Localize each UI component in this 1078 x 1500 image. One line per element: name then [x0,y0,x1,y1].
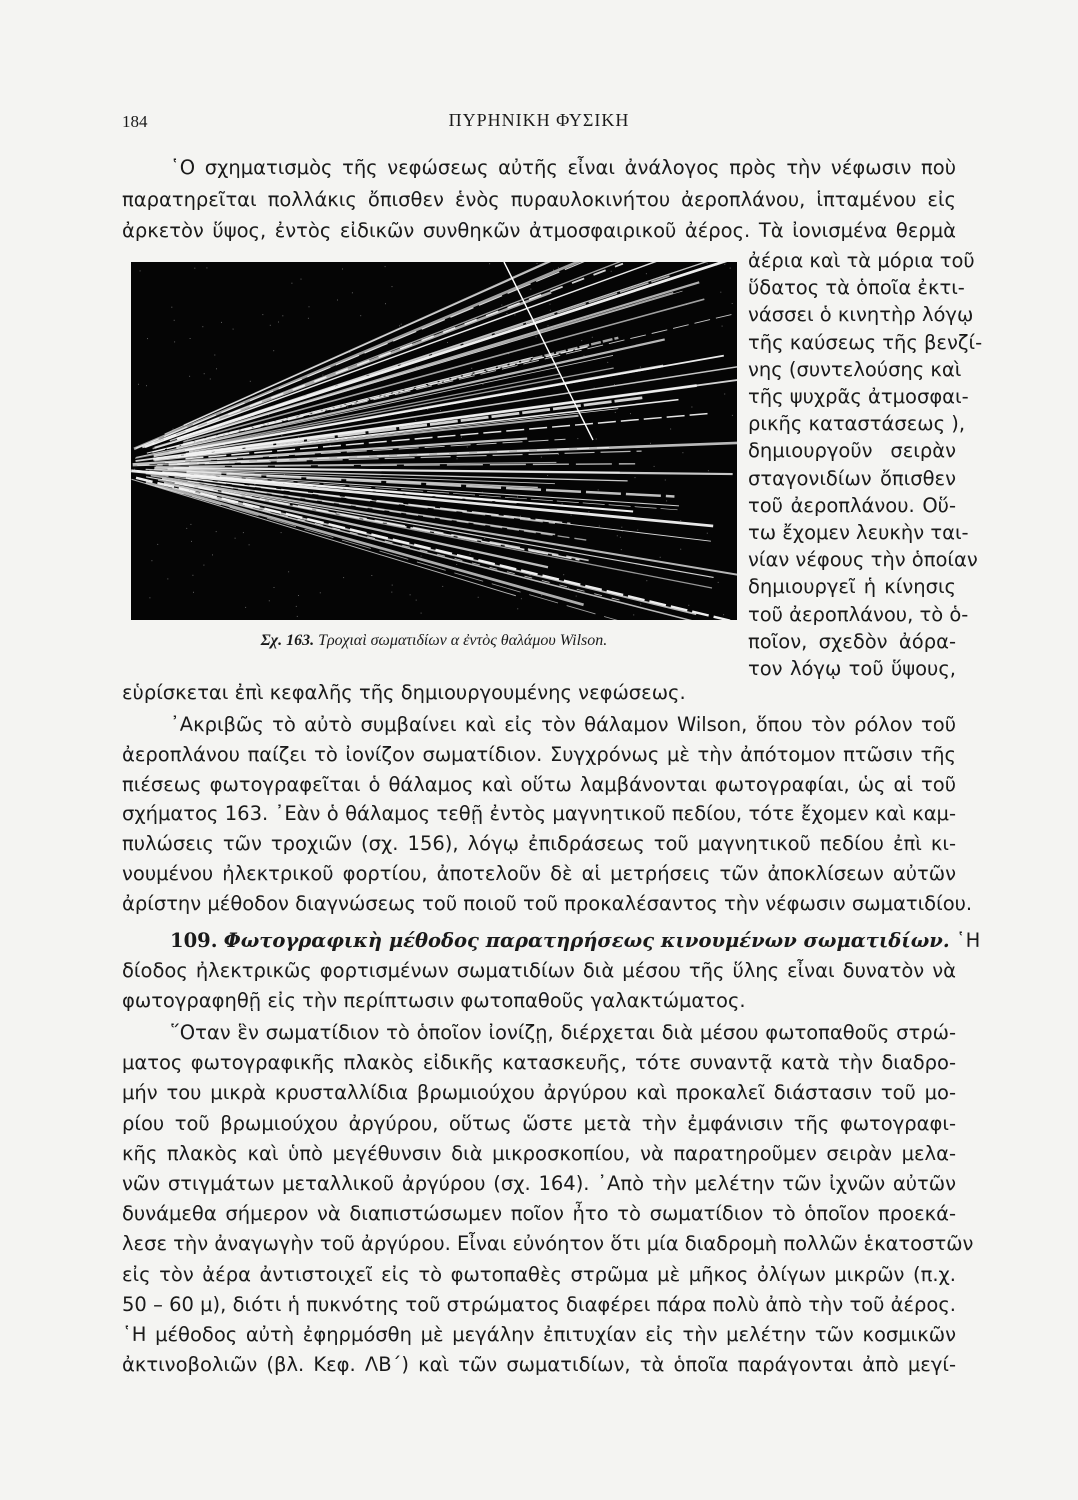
photo-speckle [224,445,225,446]
particle-track [177,262,737,439]
text-line: ῾Η μέθοδος αὐτὴ ἐφηρμόσθη μὲ μεγάλην ἐπιτυχίαν εἰς τὴν μελέτην τῶν κοσμικῶν [122,1323,956,1346]
photo-speckle [298,595,299,596]
photo-speckle [732,303,733,304]
photo-speckle [189,490,190,491]
text-line: δυνάμεθα σήμερον νὰ διαπιστώσωμεν ποῖον ἦτο τὸ σωματίδιον τὸ ὁποῖον προεκά- [122,1202,956,1226]
photo-speckle [478,597,479,598]
photo-speckle [376,442,377,443]
photo-speckle [536,336,537,337]
photo-speckle [635,477,636,478]
photo-speckle [621,549,622,550]
photo-speckle [278,322,279,323]
photo-speckle [216,531,217,532]
photo-speckle [194,268,195,269]
photo-speckle [730,268,731,269]
text-line: ἀκτινοβολιῶν (βλ. Κεφ. ΛΒ΄) καὶ τῶν σωματιδίων, τὰ ὁποῖα παράγονται ἀπὸ μεγί- [122,1353,956,1377]
photo-speckle [186,528,187,529]
photo-speckle [151,560,152,561]
photo-speckle [266,387,267,388]
photo-speckle [437,534,438,535]
photo-speckle [456,564,457,565]
text-line: τω ἔχομεν λευκὴν ται- [748,521,969,544]
photo-speckle [588,511,589,512]
text-line: ῞Οταν ἓν σωματίδιον τὸ ὁποῖον ἰονίζῃ, διέρχεται διὰ μέσου φωτοπαθοῦς στρώ- [170,1021,956,1044]
text-line: τῆς ψυχρᾶς ἀτμοσφαι- [748,385,969,408]
photo-speckle [480,531,481,532]
photo-speckle [571,515,572,516]
photo-speckle [297,616,298,617]
photo-speckle [541,595,542,596]
photo-speckle [686,387,687,388]
photo-speckle [271,444,272,445]
text-line: δημιουργεῖ ἡ κίνησις [748,575,956,599]
text-line: σχήματος 163. ᾿Εὰν ὁ θάλαμος τεθῇ ἐντὸς μαγνητικοῦ πεδίου, τότε ἔχομεν καὶ καμ- [122,802,956,826]
text-line: τον λόγῳ τοῦ ὕψους, [748,657,956,680]
photo-speckle [421,556,422,557]
paragraph-1-line: ῾Ο σχηματισμὸς τῆς νεφώσεως αὐτῆς εἶναι ἀνάλογος πρὸς τὴν νέφωσιν ποὺ [170,156,956,179]
text-line: νουμένου ἠλεκτρικοῦ φορτίου, ἀποτελοῦν δὲ αἱ μετρήσεις τῶν ἀποκλίσεων αὐτῶν [122,862,956,885]
photo-speckle [190,524,191,525]
photo-speckle [385,266,386,267]
photo-speckle [482,384,483,385]
photo-speckle [709,577,710,578]
particle-track [165,262,573,434]
photo-speckle [281,435,282,436]
text-line: ἀέρια καὶ τὰ μόρια τοῦ [748,249,975,272]
text-line: ματος φωτογραφικῆς πλακὸς εἰδικῆς κατασκευῆς, τότε συναντᾷ κατὰ τὴν διαδρο- [122,1051,956,1075]
photo-speckle [640,367,641,368]
text-line: τοῦ ἀεροπλάνου. Οὕ- [748,493,956,517]
photo-speckle [371,575,372,576]
photo-speckle [550,304,551,305]
photo-speckle [457,458,458,459]
photo-speckle [724,394,725,395]
photo-speckle [174,341,175,342]
photo-speckle [530,575,531,576]
figure-label: Σχ. 163. [260,632,315,649]
text-line: δημιουργοῦν σειρὰν [748,439,956,463]
photo-speckle [149,464,150,465]
section-number: 109. [170,929,218,952]
photo-speckle [474,328,475,329]
photo-speckle [274,587,275,588]
photo-speckle [203,565,204,566]
photo-speckle [520,516,521,517]
photo-speckle [399,325,400,326]
figure-caption [131,632,737,650]
photo-speckle [682,452,683,453]
photo-speckle [646,273,647,274]
text-line: ὕδατος τὰ ὁποῖα ἐκτι- [748,276,965,300]
photo-speckle [615,412,616,413]
particle-track [179,488,696,614]
photo-speckle [691,407,692,408]
photo-speckle [193,592,194,593]
text-line: τῆς καύσεως τῆς βενζί- [748,330,983,354]
photo-speckle [202,326,203,327]
photo-speckle [190,338,191,339]
photo-speckle [372,359,373,360]
text-line: ποῖον, σχεδὸν ἀόρα- [748,629,956,653]
photo-speckle [467,447,468,448]
photo-speckle [594,388,595,389]
photo-speckle [607,362,608,363]
photo-speckle [243,532,244,533]
photo-speckle [416,600,417,601]
photo-speckle [718,582,719,583]
photo-speckle [584,355,585,356]
photo-speckle [447,342,448,343]
photo-speckle [250,381,251,382]
text-line: 50 – 60 μ), διότι ἡ πυκνότης τοῦ στρώματος διαφέρει πάρα πολὺ ἀπὸ τὴν τοῦ ἀέρος. [122,1292,956,1316]
text-line: κῆς πλακὸς καὶ ὑπὸ μεγέθυνσιν διὰ μικροσκοπίου, νὰ παρατηροῦμεν σειρὰν μελα- [122,1141,956,1165]
photo-speckle [508,353,509,354]
photo-speckle [548,325,549,326]
section-heading-line [170,928,981,954]
page-number: 184 [122,112,148,131]
photo-speckle [720,292,721,293]
photo-speckle [269,600,270,601]
text-line: ρικῆς καταστάσεως ), [748,412,966,436]
photo-speckle [621,527,622,528]
photo-speckle [484,553,485,554]
photo-speckle [501,305,502,306]
photo-speckle [553,270,554,271]
photo-speckle [298,437,299,438]
photo-speckle [558,267,559,268]
photo-speckle [340,514,341,515]
photo-speckle [666,500,667,501]
photo-speckle [140,270,141,271]
photo-speckle [221,322,222,323]
photo-speckle [212,554,213,555]
photo-speckle [484,538,485,539]
text-line: σταγονιδίων ὄπισθεν [748,466,956,490]
photo-speckle [461,437,462,438]
particle-track [158,484,629,603]
photo-speckle [732,415,733,416]
text-line: δίοδος ἠλεκτρικῶς φορτισμένων σωματιδίων διὰ μέσου τῆς ὕλης εἶναι δυνατὸν νὰ [122,959,956,982]
text-line: φωτογραφηθῇ εἰς τὴν περίπτωσιν φωτοπαθοῦς γαλακτώματος. [122,989,746,1012]
photo-speckle [342,269,343,270]
photo-speckle [149,597,150,598]
text-line: νῶν στιγμάτων μεταλλικοῦ ἀργύρου (σχ. 164). ᾿Απὸ τὴν μελέτην τῶν ἰχνῶν αὐτῶν [122,1172,956,1195]
photo-speckle [409,344,410,345]
photo-speckle [517,608,518,609]
photo-speckle [427,409,428,410]
photo-speckle [277,457,278,458]
photo-speckle [268,465,269,466]
photo-speckle [296,606,297,607]
photo-speckle [391,592,392,593]
photo-speckle [420,497,421,498]
figure-caption-text: Τροχιαὶ σωματιδίων α ἐντὸς θαλάμου Wilson. [318,632,608,649]
photo-speckle [632,287,633,288]
photo-speckle [235,538,236,539]
particle-track [145,262,670,447]
section-first-word: ῾Η [955,929,981,952]
photo-speckle [646,580,647,581]
photo-speckle [654,466,655,467]
photo-speckle [716,265,717,266]
photo-speckle [521,598,522,599]
photo-speckle [575,319,576,320]
photo-speckle [220,470,221,471]
photo-speckle [167,578,168,579]
photo-speckle [543,521,544,522]
photo-speckle [442,586,443,587]
photo-speckle [550,310,551,311]
photo-speckle [171,307,172,308]
photo-speckle [517,496,518,497]
photo-speckle [577,438,578,439]
photo-speckle [392,585,393,586]
photo-speckle [270,325,271,326]
photo-speckle [707,263,708,264]
photo-speckle [568,587,569,588]
photo-speckle [356,354,357,355]
text-line: λεσε τὴν ἀναγωγὴν τοῦ ἀργύρου. Εἶναι εὐνόητον ὅτι μία διαδρομὴ πολλῶν ἑκατοστῶν [122,1232,974,1256]
text-line: ᾿Ακριβῶς τὸ αὐτὸ συμβαίνει καὶ εἰς τὸν θάλαμον Wilson, ὅπου τὸν ρόλον τοῦ [170,713,956,736]
photo-speckle [173,429,174,430]
photo-speckle [470,554,471,555]
particle-tracks-image [131,262,737,620]
photo-speckle [233,329,234,330]
photo-speckle [617,535,618,536]
photo-speckle [541,296,542,297]
photo-speckle [138,384,139,385]
photo-speckle [596,439,597,440]
photo-speckle [599,526,600,527]
photo-speckle [537,263,538,264]
photo-speckle [347,407,348,408]
photo-speckle [613,510,614,511]
photo-speckle [482,492,483,493]
photo-speckle [419,522,420,523]
photo-speckle [576,596,577,597]
photo-speckle [366,351,367,352]
text-line: τοῦ ἀεροπλάνου, τὸ ὁ- [748,602,969,626]
photo-speckle [440,410,441,411]
photo-speckle [708,470,709,471]
photo-speckle [616,310,617,311]
photo-speckle [157,544,158,545]
photo-speckle [307,484,308,485]
particle-track [162,479,737,578]
photo-speckle [637,530,638,531]
photo-speckle [598,489,599,490]
photo-speckle [216,368,217,369]
paragraph-1-line: ἀρκετὸν ὕψος, ἐντὸς εἰδικῶν συνθηκῶν ἀτμοσφαιρικοῦ ἀέρος. Τὰ ἰονισμένα θερμὰ [122,219,956,242]
photo-speckle [147,338,148,339]
particle-track [189,360,737,452]
photo-speckle [214,355,215,356]
photo-speckle [245,607,246,608]
photo-speckle [384,456,385,457]
photo-speckle [204,373,205,374]
photo-speckle [670,429,671,430]
photo-speckle [622,531,623,532]
photo-speckle [288,571,289,572]
photo-speckle [592,337,593,338]
photo-speckle [633,614,634,615]
photo-speckle [660,557,661,558]
photo-speckle [506,313,507,314]
photo-speckle [421,613,422,614]
photo-speckle [191,541,192,542]
photo-speckle [581,340,582,341]
photo-speckle [134,469,135,470]
photo-speckle [352,292,353,293]
photo-speckle [187,439,188,440]
photo-speckle [415,420,416,421]
photo-speckle [686,304,687,305]
photo-speckle [471,368,472,369]
photo-speckle [262,314,263,315]
photo-speckle [363,544,364,545]
photo-speckle [330,445,331,446]
photo-speckle [540,368,541,369]
photo-speckle [445,329,446,330]
text-line: εἰς τὸν ἀέρα ἀντιστοιχεῖ εἰς τὸ φωτοπαθὲς στρῶμα μὲ μῆκος ὀλίγων μικρῶν (π.χ. [122,1262,956,1286]
photo-speckle [723,614,724,615]
photo-speckle [640,604,641,605]
running-head: ΠΥΡΗΝΙΚΗ ΦΥΣΙΚΗ [448,110,630,130]
text-line: ἀρίστην μέθοδον διαγνώσεως τοῦ ποιοῦ τοῦ προκαλέσαντος τὴν νέφωσιν σωματιδίου. [122,891,973,915]
photo-speckle [611,271,612,272]
text-line: πυλώσεις τῶν τροχιῶν (σχ. 156), λόγῳ ἐπιδράσεως τοῦ μαγνητικοῦ πεδίου ἐπὶ κι- [122,832,956,856]
photo-speckle [680,520,681,521]
photo-speckle [410,594,411,595]
photo-speckle [254,484,255,485]
photo-speckle [185,487,186,488]
photo-speckle [285,432,286,433]
text-line: νης (συντελούσης καὶ [748,357,962,381]
photo-speckle [401,324,402,325]
photo-speckle [530,289,531,290]
photo-speckle [360,315,361,316]
photo-speckle [722,326,723,327]
text-line: νάσσει ὁ κινητὴρ λόγῳ [748,303,974,327]
photo-speckle [346,498,347,499]
photo-speckle [541,457,542,458]
text-line: πιέσεως φωτογραφεῖται ὁ θάλαμος καὶ οὕτω λαμβάνονται φωτογραφίαι, ὡς αἱ τοῦ [122,772,956,796]
photo-speckle [547,475,548,476]
section-title: Φωτογραφικὴ μέθοδος παρατηρήσεως κινουμένων σωματιδίων. [223,929,950,952]
paragraph-1-closing-line: εὑρίσκεται ἐπὶ κεφαλῆς τῆς δημιουργουμένης νεφώσεως. [122,681,686,704]
photo-speckle [668,279,669,280]
paragraph-1-line: παρατηρεῖται πολλάκις ὄπισθεν ἑνὸς πυραυλοκινήτου ἀεροπλάνου, ἱπταμένου εἰς [122,188,956,211]
photo-speckle [562,503,563,504]
photo-speckle [614,384,615,385]
photo-speckle [174,320,175,321]
photo-speckle [282,315,283,316]
photo-speckle [281,532,282,533]
photo-speckle [273,350,274,351]
photo-speckle [514,314,515,315]
photo-speckle [563,574,564,575]
photo-speckle [416,367,417,368]
photo-speckle [189,376,190,377]
text-line: νίαν νέφους τὴν ὁποίαν [748,548,978,572]
photo-speckle [533,591,534,592]
photo-speckle [337,300,338,301]
photo-speckle [291,283,292,284]
photo-speckle [665,480,666,481]
text-line: ἀεροπλάνου παίζει τὸ ἰονίζον σωματίδιον. Συγχρόνως μὲ τὴν ἀπότομον πτῶσιν τῆς [122,742,956,766]
photo-speckle [146,385,147,386]
photo-speckle [680,549,681,550]
figure-cloud-chamber-photo [131,262,737,620]
photo-speckle [650,443,651,444]
photo-speckle [489,263,490,264]
photo-speckle [188,473,189,474]
photo-speckle [192,575,193,576]
photo-speckle [206,267,207,268]
photo-speckle [322,375,323,376]
photo-speckle [249,544,250,545]
photo-speckle [148,480,149,481]
photo-speckle [558,454,559,455]
photo-speckle [385,303,386,304]
photo-speckle [630,413,631,414]
text-line: μήν του μικρὰ κρυσταλλίδια βρωμιούχου ἀργύρου καὶ προκαλεῖ διάστασιν τοῦ μο- [122,1081,956,1105]
photo-speckle [392,286,393,287]
photo-speckle [309,306,310,307]
photo-speckle [559,510,560,511]
photo-speckle [620,537,621,538]
photo-speckle [706,371,707,372]
photo-speckle [308,318,309,319]
photo-speckle [284,474,285,475]
photo-speckle [724,264,725,265]
photo-speckle [210,379,211,380]
photo-speckle [179,478,180,479]
photo-speckle [225,476,226,477]
photo-speckle [349,352,350,353]
photo-speckle [301,279,302,280]
photo-speckle [707,533,708,534]
photo-speckle [343,577,344,578]
text-line: ρίου τοῦ βρωμιούχου ἀργύρου, οὕτως ὥστε μετὰ τὴν ἐμφάνισιν τῆς φωτογραφι- [122,1111,956,1135]
photo-speckle [320,592,321,593]
photo-speckle [417,454,418,455]
photo-speckle [688,605,689,606]
photo-speckle [268,414,269,415]
